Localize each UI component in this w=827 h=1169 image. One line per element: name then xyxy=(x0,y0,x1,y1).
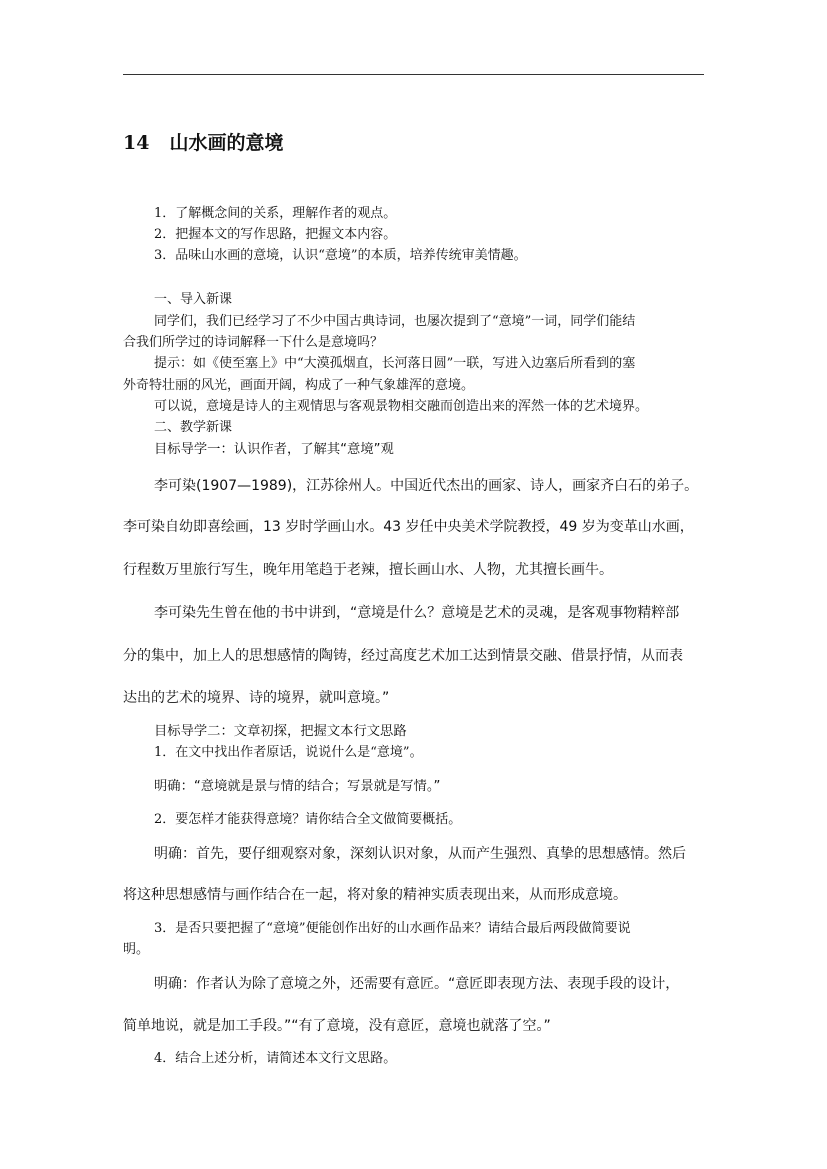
question-line: 3．是否只要把握了“意境”便能创作出好的山水画作品来？请结合最后两段做简要说 xyxy=(154,921,631,936)
objective-line: 3．品味山水画的意境，认识“意境”的本质，培养传统审美情趣。 xyxy=(154,248,527,263)
lesson-title xyxy=(123,128,283,155)
answer-line: 明确：首先，要仔细观察对象，深刻认识对象，从而产生强烈、真挚的思想感情。然后 xyxy=(154,846,686,862)
lesson-number: 14 xyxy=(123,132,150,154)
answer-line: 简单地说，就是加工手段。”“有了意境，没有意匠，意境也就落了空。” xyxy=(123,1018,551,1034)
question-line: 1．在文中找出作者原话，说说什么是“意境”。 xyxy=(154,745,423,760)
paragraph-line: 合我们所学过的诗词解释一下什么是意境吗？ xyxy=(123,335,384,350)
section-heading: 一、导入新课 xyxy=(154,292,233,307)
paragraph-line: 提示：如《使至塞上》中“大漠孤烟直，长河落日圆”一联，写进入边塞后所看到的塞 xyxy=(154,356,636,371)
question-line: 明。 xyxy=(123,942,150,957)
answer-line: 明确：“意境就是景与情的结合；写景就是写情。” xyxy=(154,779,441,794)
paragraph-line: 分的集中，加上人的思想感情的陶铸，经过高度艺术加工达到情景交融、借景抒情，从而表 xyxy=(123,648,683,664)
paragraph-line: 行程数万里旅行写生，晚年用笔趋于老辣，擅长画山水、人物，尤其擅长画牛。 xyxy=(123,562,613,578)
question-line: 4．结合上述分析，请简述本文行文思路。 xyxy=(154,1051,397,1066)
lesson-title-text: 山水画的意境 xyxy=(169,132,284,154)
goal-heading: 目标导学一：认识作者，了解其“意境”观 xyxy=(154,442,394,457)
answer-line: 明确：作者认为除了意境之外，还需要有意匠。“意匠即表现方法、表现手段的设计， xyxy=(154,976,680,992)
paragraph-line: 李可染(1907—1989)，江苏徐州人。中国近代杰出的画家、诗人，画家齐白石的弟子。 xyxy=(154,478,699,494)
paragraph-line: 同学们，我们已经学习了不少中国古典诗词，也屡次提到了“意境”一词，同学们能结 xyxy=(154,314,636,329)
header-rule xyxy=(123,74,704,75)
question-line: 2．要怎样才能获得意境？请你结合全文做简要概括。 xyxy=(154,812,462,827)
objective-line: 2．把握本文的写作思路，把握文本内容。 xyxy=(154,227,397,242)
section-heading: 二、教学新课 xyxy=(154,420,233,435)
paragraph-line: 达出的艺术的境界、诗的境界，就叫意境。” xyxy=(123,690,390,706)
paragraph-line: 李可染自幼即喜绘画，13 岁时学画山水。43 岁任中央美术学院教授，49 岁为变革山水画， xyxy=(123,519,694,535)
paragraph-line: 外奇特壮丽的风光，画面开阔，构成了一种气象雄浑的意境。 xyxy=(123,378,475,393)
answer-line: 将这种思想感情与画作结合在一起，将对象的精神实质表现出来，从而形成意境。 xyxy=(123,887,627,903)
paragraph-line: 李可染先生曾在他的书中讲到，“意境是什么？意境是艺术的灵魂，是客观事物精粹部 xyxy=(154,605,680,621)
goal-heading: 目标导学二：文章初探，把握文本行文思路 xyxy=(154,724,407,739)
objective-line: 1．了解概念间的关系，理解作者的观点。 xyxy=(154,206,397,221)
paragraph-line: 可以说，意境是诗人的主观情思与客观景物相交融而创造出来的浑然一体的艺术境界。 xyxy=(154,399,649,414)
